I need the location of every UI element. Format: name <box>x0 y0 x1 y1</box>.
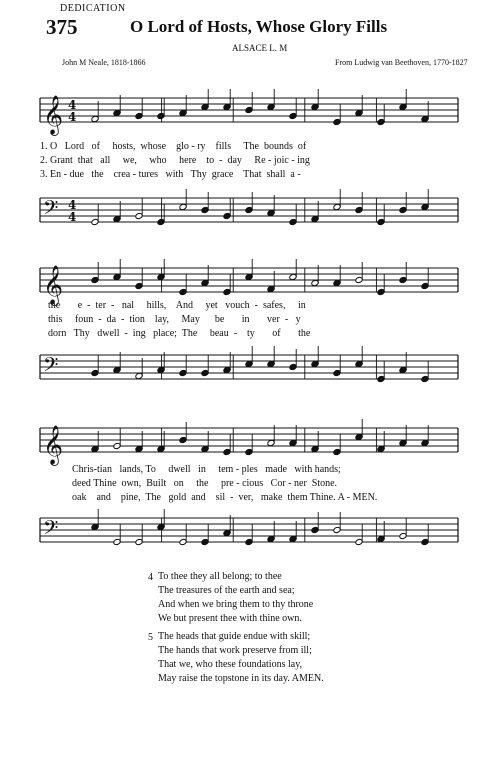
system-2-lyric-verse-3: dorn Thy dwell - ing place; The beau - ty of the <box>48 328 311 339</box>
verse-5-line-1: The heads that guide endue with skill; <box>158 631 311 642</box>
system-3-lyric-verse-3: oak and pine, The gold and sil - ver, make them Thine. A - MEN. <box>72 492 378 503</box>
verse-4-line-2: The treasures of the earth and sea; <box>158 585 295 596</box>
system-1-bass-staff <box>0 188 480 238</box>
system-1-lyric-verse-1: 1. O Lord of hosts, whose glo - ry fills The bounds of <box>40 141 307 152</box>
time-signature-top: 4 <box>68 98 77 112</box>
time-signature-bottom: 4 <box>68 110 77 124</box>
bass-clef-icon: 𝄢 <box>43 196 59 224</box>
system-2-lyric-verse-1: the e - ter - nal hills, And yet vouch - safes, in <box>48 300 306 311</box>
verse-4-line-3: And when we bring them to thy throne <box>158 599 314 610</box>
verse-5-line-3: That we, who these foundations lay, <box>158 659 303 670</box>
treble-clef-icon: 𝄞 <box>43 95 64 135</box>
hymn-title: O Lord of Hosts, Whose Glory Fills <box>130 17 388 36</box>
verse-5 <box>158 630 324 686</box>
treble-clef-icon: 𝄞 <box>43 425 64 465</box>
system-3-treble-staff <box>0 410 480 470</box>
system-3-bass-staff <box>0 508 480 558</box>
verse-5-number: 5 <box>148 632 153 643</box>
system-3-lyric-verse-2: deed Thine own, Built on the pre - cious Cor - ner Stone. <box>72 478 338 489</box>
system-1-lyric-verse-3: 3. En - due the crea - tures with Thy grace That shall a - <box>40 169 301 180</box>
words-credit: John M Neale, 1818-1866 <box>62 58 146 67</box>
time-signature-top: 4 <box>68 198 77 212</box>
tune-name: ALSACE L. M <box>232 43 288 53</box>
section-label: DEDICATION <box>60 3 126 14</box>
treble-clef-icon: 𝄞 <box>43 265 64 305</box>
system-1-lyric-verse-2: 2. Grant that all we, who here to - day Re - joic - ing <box>40 155 310 166</box>
hymn-number: 375 <box>46 15 78 39</box>
system-2-bass-staff <box>0 345 480 395</box>
verse-4-number: 4 <box>148 572 153 583</box>
time-signature-bottom: 4 <box>68 210 77 224</box>
music-credit: From Ludwig van Beethoven, 1770-1827 <box>335 58 468 67</box>
bass-clef-icon: 𝄢 <box>43 353 59 381</box>
system-2-lyric-verse-2: this foun - da - tion lay, May be in ver - y <box>48 314 301 325</box>
bass-clef-icon: 𝄢 <box>43 516 59 544</box>
verse-4 <box>158 570 313 626</box>
verse-5-line-2: The hands that work preserve from ill; <box>158 645 312 656</box>
verse-4-line-4: We but present thee with thine own. <box>158 613 302 624</box>
system-3-lyric-verse-1: Chris-tian lands, To dwell in tem - ples made with hands; <box>72 464 341 475</box>
verse-4-line-1: To thee they all belong; to thee <box>158 571 282 582</box>
system-1-treble-staff <box>0 80 480 140</box>
verse-5-line-4: May raise the topstone in its day. AMEN. <box>158 673 324 684</box>
